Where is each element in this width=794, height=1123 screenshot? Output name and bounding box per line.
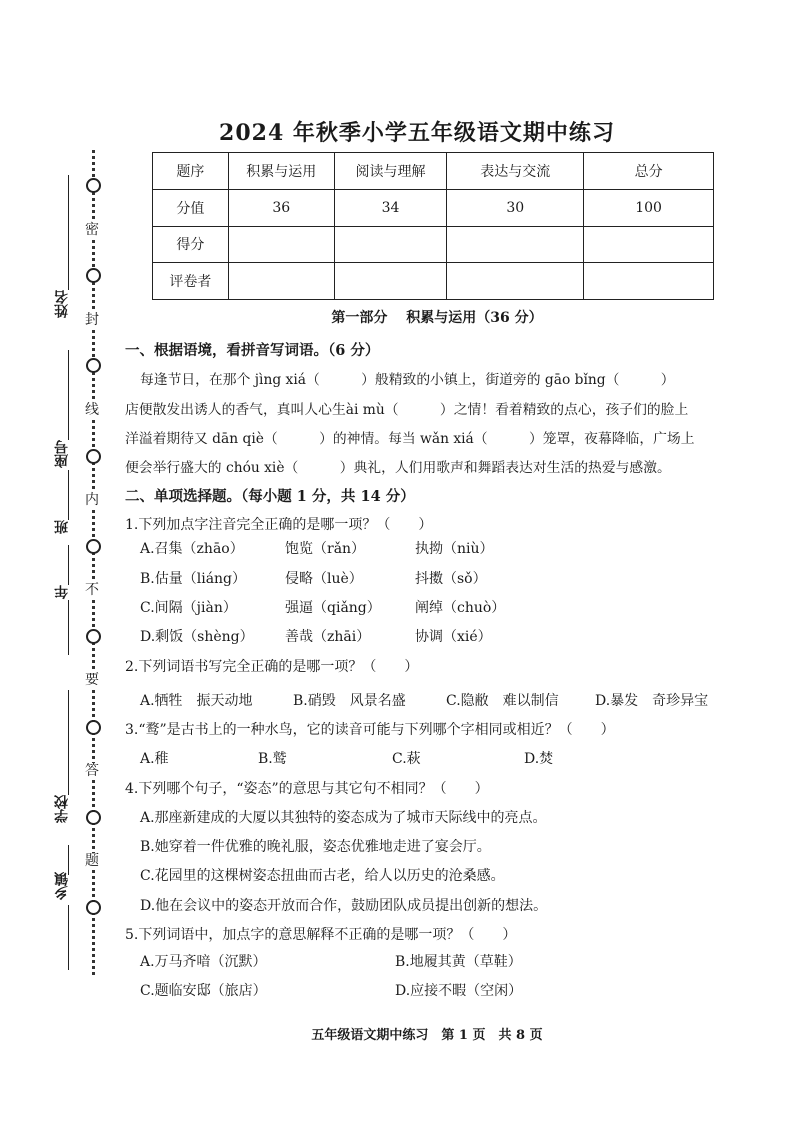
option: 阐绰（chuò） <box>415 600 506 616</box>
binding-circle <box>86 629 101 644</box>
table-cell: 36 <box>228 189 334 226</box>
seal-char: 密 <box>85 222 99 238</box>
option: 善哉（zhāi） <box>285 629 371 645</box>
question-stem: 5.下列词语中，加点字的意思解释不正确的是哪一项？（ ） <box>125 927 517 943</box>
option[interactable]: C.花园里的这棵树姿态扭曲而古老，给人以历史的沧桑感。 <box>140 868 505 884</box>
class-label: 班 <box>54 520 70 534</box>
table-cell: 得分 <box>153 226 229 263</box>
table-cell: 30 <box>447 189 584 226</box>
question-stem: 2.下列词语书写完全正确的是哪一项？（ ） <box>125 659 419 675</box>
option[interactable]: A.牺牲 振天动地 <box>140 693 253 709</box>
seal-char: 内 <box>85 492 99 508</box>
school-label: 学校 <box>54 795 70 823</box>
grade-write-line <box>68 545 69 585</box>
grader-input-cell[interactable] <box>334 263 447 300</box>
option[interactable]: B.估量（liáng） <box>140 571 247 587</box>
town-label: 乡镇 <box>54 872 70 900</box>
seat-write-line <box>68 350 69 440</box>
binding-circle <box>86 810 101 825</box>
q1-heading: 一、根据语境，看拼音写词语。（6 分） <box>125 342 380 359</box>
q1-line: 便会举行盛大的 chóu xiè（ ）典礼，人们用歌声和舞蹈表达对生活的热爱与感激。 <box>125 460 671 476</box>
table-header: 积累与运用 <box>228 153 334 190</box>
binding-circle <box>86 539 101 554</box>
name-write-line <box>68 175 69 290</box>
option[interactable]: D.应接不暇（空闲） <box>395 983 523 999</box>
option[interactable]: A.稚 <box>140 751 169 767</box>
option[interactable]: A.那座新建成的大厦以其独特的姿态成为了城市天际线中的亮点。 <box>140 810 547 826</box>
grade-line-lower <box>68 600 69 655</box>
table-cell: 分值 <box>153 189 229 226</box>
q2-heading: 二、单项选择题。（每小题 1 分，共 14 分） <box>125 488 415 505</box>
option: 抖擞（sǒ） <box>415 571 487 587</box>
seal-char: 线 <box>85 402 99 418</box>
table-row <box>153 226 714 263</box>
option[interactable]: A.召集（zhāo） <box>140 541 244 557</box>
option[interactable]: D.暴发 奇珍异宝 <box>595 693 709 709</box>
grader-input-cell[interactable] <box>584 263 714 300</box>
seal-char: 题 <box>85 853 99 869</box>
page-title: 2024 年秋季小学五年级语文期中练习 <box>219 120 615 146</box>
option[interactable]: C.萩 <box>392 751 421 767</box>
option: 饱览（rǎn） <box>285 541 366 557</box>
option[interactable]: C.题临安邸（旅店） <box>140 983 267 999</box>
option: 执拗（niù） <box>415 541 494 557</box>
table-header: 阅读与理解 <box>334 153 447 190</box>
option: 强逼（qiǎng） <box>285 600 381 616</box>
q1-line: 洋溢着期待又 dān qiè（ ）的神情。每当 wǎn xiá（ ）笼罩，夜幕降临，广场上 <box>125 431 695 447</box>
school-write-line <box>68 690 69 795</box>
question-stem: 4.下列哪个句子，“姿态”的意思与其它句不相同？（ ） <box>125 781 489 797</box>
table-row <box>153 263 714 300</box>
option[interactable]: C.隐敝 难以制信 <box>446 693 559 709</box>
question-stem: 1.下列加点字注音完全正确的是哪一项？（ ） <box>125 517 433 533</box>
score-input-cell[interactable] <box>228 226 334 263</box>
option[interactable]: B.她穿着一件优雅的晚礼服，姿态优雅地走进了宴会厅。 <box>140 839 491 855</box>
option: 侵略（luè） <box>285 571 363 587</box>
town-write-line <box>68 905 69 970</box>
binding-circle <box>86 720 101 735</box>
class-write-line <box>68 470 69 520</box>
table-cell: 100 <box>584 189 714 226</box>
q1-line: 店便散发出诱人的香气，真叫人心生ài mù（ ）之情！看着精致的点心，孩子们的脸上 <box>125 402 689 418</box>
table-cell: 34 <box>334 189 447 226</box>
grader-input-cell[interactable] <box>228 263 334 300</box>
option[interactable]: D.焚 <box>524 751 554 767</box>
question-stem: 3.“鹜”是古书上的一种水鸟，它的读音可能与下列哪个字相同或相近？（ ） <box>125 722 615 738</box>
option[interactable]: B.硝毁 风景名盛 <box>293 693 406 709</box>
table-header: 总分 <box>584 153 714 190</box>
town-write-line-top <box>68 845 69 875</box>
option: 协调（xié） <box>415 629 492 645</box>
table-header: 题序 <box>153 153 229 190</box>
q1-line: 每逢节日，在那个 jìng xiá（ ）般精致的小镇上，街道旁的 gāo bǐng（ ） <box>140 372 675 388</box>
binding-circle <box>86 449 101 464</box>
score-input-cell[interactable] <box>334 226 447 263</box>
table-row <box>153 189 714 226</box>
binding-circle <box>86 900 101 915</box>
name-label: 姓名 <box>54 290 70 318</box>
table-cell: 评卷者 <box>153 263 229 300</box>
seat-label: 座号 <box>54 440 70 468</box>
option[interactable]: B.鹫 <box>258 751 287 767</box>
section-title: 第一部分 积累与运用（36 分） <box>331 310 543 326</box>
grader-input-cell[interactable] <box>447 263 584 300</box>
score-input-cell[interactable] <box>584 226 714 263</box>
binding-circle <box>86 178 101 193</box>
option[interactable]: B.地履其黄（草鞋） <box>395 954 522 970</box>
option[interactable]: C.间隔（jiàn） <box>140 600 237 616</box>
seal-char: 要 <box>85 672 99 688</box>
seal-char: 封 <box>85 312 99 328</box>
option[interactable]: A.万马齐喑（沉默） <box>140 954 267 970</box>
option[interactable]: D.剩饭（shèng） <box>140 629 254 645</box>
table-header: 表达与交流 <box>447 153 584 190</box>
binding-circle <box>86 358 101 373</box>
seal-char: 不 <box>85 582 99 598</box>
table-header-row <box>153 153 714 190</box>
binding-circle <box>86 268 101 283</box>
score-input-cell[interactable] <box>447 226 584 263</box>
score-table <box>152 152 714 300</box>
grade-label: 年 <box>54 585 70 599</box>
option[interactable]: D.他在会议中的姿态开放而合作，鼓励团队成员提出创新的想法。 <box>140 898 548 914</box>
seal-char: 答 <box>85 763 99 779</box>
page-footer: 五年级语文期中练习 第 1 页 共 8 页 <box>311 1028 543 1043</box>
